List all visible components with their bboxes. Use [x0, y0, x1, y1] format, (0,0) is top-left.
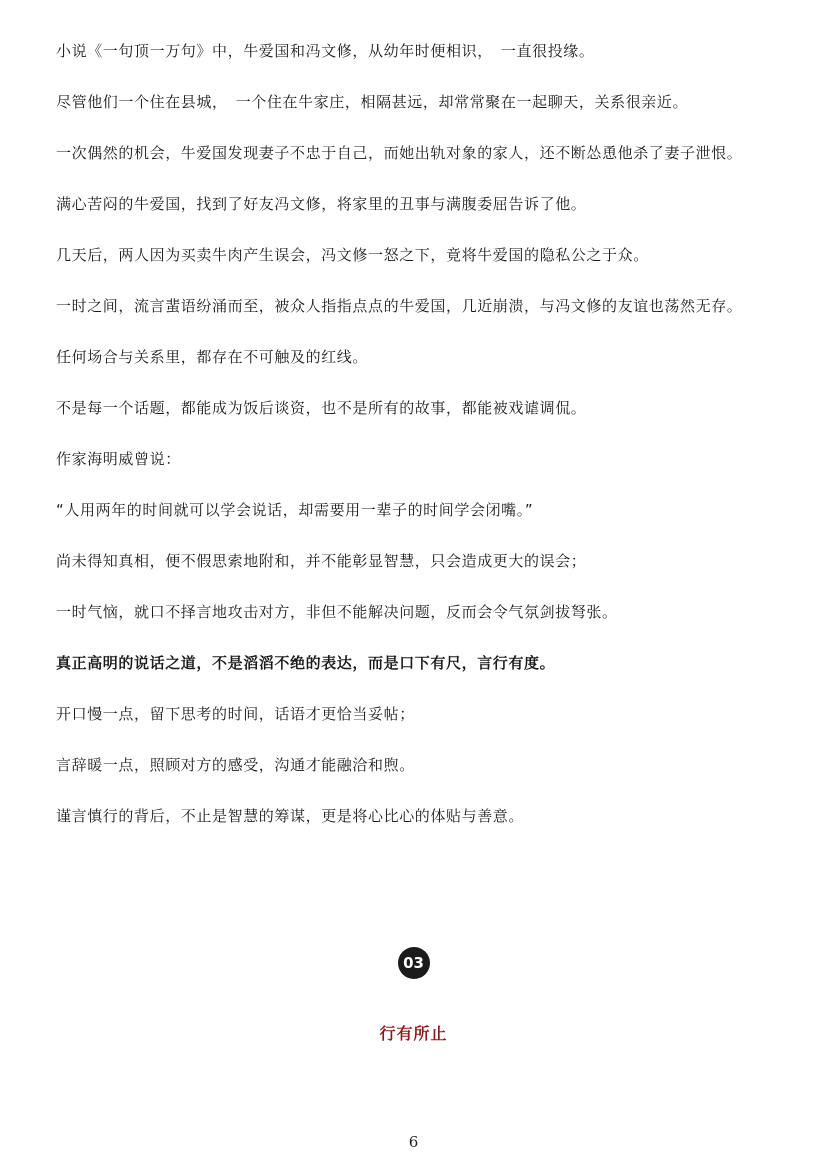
paragraph-3: 一次偶然的机会，牛爱国发现妻子不忠于自己，而她出轨对象的家人，还不断怂恿他杀了妻子泄恨。	[56, 144, 743, 162]
paragraph-16: 谨言慎行的背后，不止是智慧的筹谋，更是将心比心的体贴与善意。	[56, 807, 525, 825]
quote-paragraph: “人用两年的时间就可以学会说话，却需要用一辈子的时间学会闭嘴。”	[56, 501, 534, 519]
paragraph-1: 小说《一句顶一万句》中，牛爱国和冯文修，从幼年时便相识， 一直很投缘。	[56, 42, 595, 60]
paragraph-11: 尚未得知真相，便不假思索地附和，并不能彰显智慧，只会造成更大的误会；	[56, 552, 587, 570]
paragraph-6: 一时之间，流言蜚语纷涌而至，被众人指指点点的牛爱国，几近崩溃，与冯文修的友谊也荡然无存。	[56, 297, 743, 315]
paragraph-8: 不是每一个话题，都能成为饭后谈资，也不是所有的故事，都能被戏谑调侃。	[56, 399, 587, 417]
section-title: 行有所止	[379, 1024, 448, 1043]
page-number: 6	[408, 1133, 419, 1151]
paragraph-7: 任何场合与关系里，都存在不可触及的红线。	[56, 348, 369, 366]
paragraph-2: 尽管他们一个住在县城， 一个住在牛家庄，相隔甚远，却常常聚在一起聊天，关系很亲近。	[56, 93, 689, 111]
section-number-badge: 03	[398, 947, 430, 979]
paragraph-9: 作家海明威曾说：	[56, 450, 181, 468]
bold-key-paragraph: 真正高明的说话之道，不是滔滔不绝的表达，而是口下有尺，言行有度。	[56, 654, 556, 672]
paragraph-4: 满心苦闷的牛爱国，找到了好友冯文修，将家里的丑事与满腹委屈告诉了他。	[56, 195, 587, 213]
paragraph-15: 言辞暖一点，照顾对方的感受，沟通才能融洽和煦。	[56, 756, 415, 774]
article-body	[56, 38, 772, 854]
paragraph-12: 一时气恼，就口不择言地攻击对方，非但不能解决问题，反而会令气氛剑拔弩张。	[56, 603, 618, 621]
paragraph-14: 开口慢一点，留下思考的时间，话语才更恰当妥帖；	[56, 705, 415, 723]
section-number-wrap	[0, 947, 827, 979]
paragraph-5: 几天后，两人因为买卖牛肉产生误会，冯文修一怒之下，竟将牛爱国的隐私公之于众。	[56, 246, 649, 264]
